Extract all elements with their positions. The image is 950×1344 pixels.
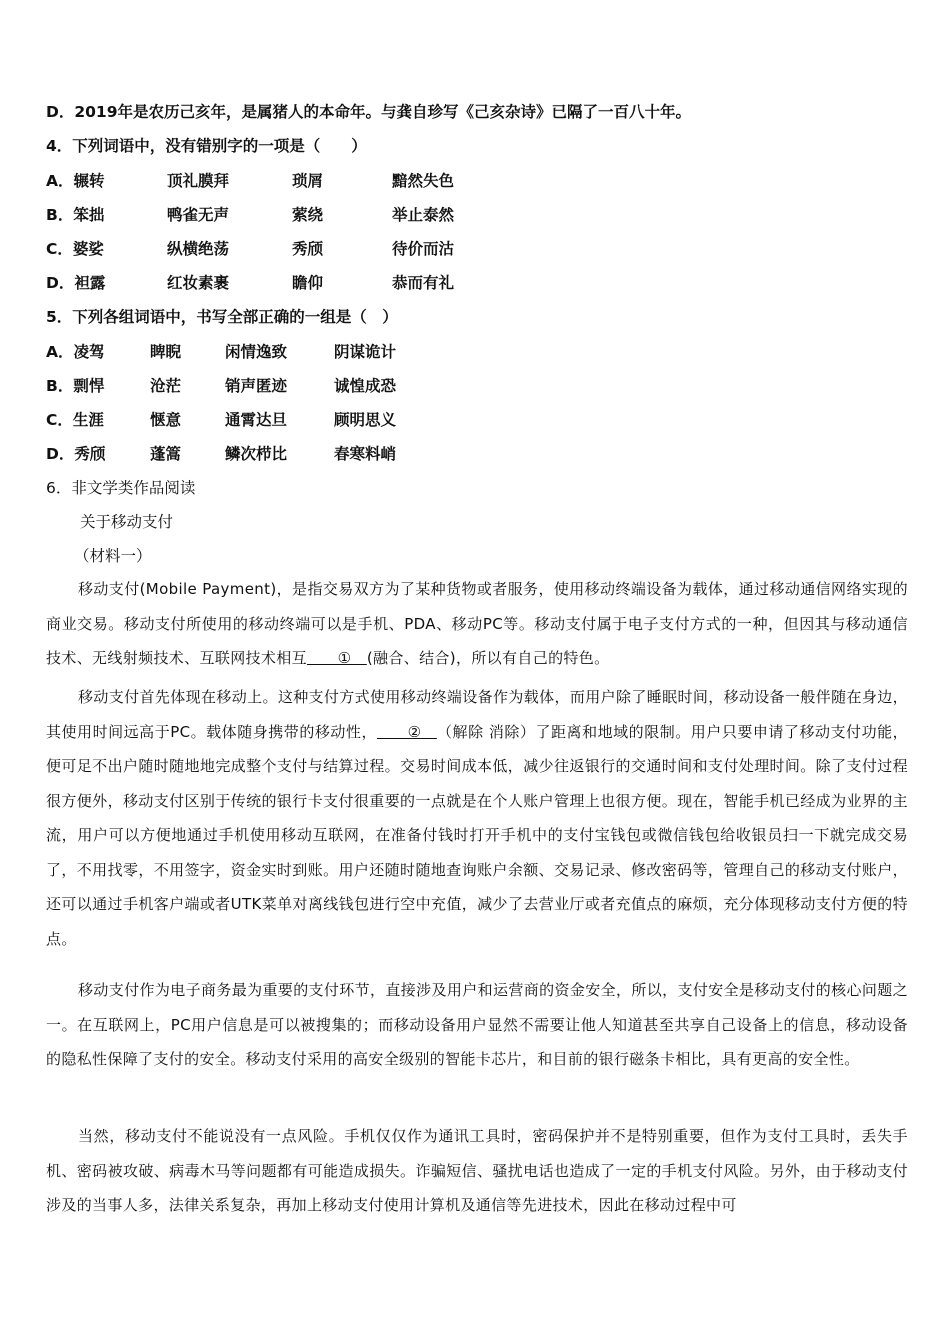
q4-option-b-word2: 鸭雀无声 — [167, 206, 230, 224]
blank-1: ① — [306, 649, 367, 667]
paragraph-1 — [46, 572, 908, 676]
q5-option-c-label: C．生涯 — [46, 411, 104, 429]
q5-option-d-word3: 鳞次栉比 — [225, 445, 288, 463]
paragraph-2-text-a: 移动支付首先体现在移动上。这种支付方式使用移动终端设备作为载体，而用户除了睡眠时间，移动设备一般伴随在身边，其使用时间远高于PC。载体随身携带的移动性， — [46, 688, 908, 741]
q3-option-d: D．2019年是农历己亥年，是属猪人的本命年。与龚自珍写《己亥杂诗》已隔了一百八十年。 — [46, 103, 692, 121]
q4-option-d-word3: 瞻仰 — [292, 274, 324, 292]
article-title: 关于移动支付 — [80, 513, 174, 531]
paragraph-2-text-b: （解除 消除）了距离和地域的限制。用户只要申请了移动支付功能，便可足不出户随时随地地完成整个支付与结算过程。交易时间成本低，减少往返银行的交通时间和支付处理时间。除了支付过程很方便外，移动支付区别于传统的银行卡支付很重要的一点就是在个人账户管理上也很方便。现在，智能手机已经成为业界的主流，用户可以方便地通过手机使用移动互联网，在准备付钱时打开手机中的支付宝钱包或微信钱包给收银员扫一下就完成交易了，不用找零，不用签字，资金实时到账。用户还随时随地查询账户余额、交易记录、修改密码等，管理自己的移动支付账户，还可以通过手机客户端或者UTK菜单对离线钱包进行空中充值，减少了去营业厅或者充值点的麻烦，充分体现移动支付方便的特点。 — [46, 722, 908, 948]
q5-option-d-label: D．秀颀 — [46, 445, 106, 463]
q4-option-c-word2: 纵横绝荡 — [167, 240, 230, 258]
q4-option-b-word4: 举止泰然 — [392, 206, 455, 224]
material-label: （材料一） — [74, 547, 152, 565]
paragraph-1-text-b: (融合、结合)，所以有自己的特色。 — [366, 649, 610, 667]
q5-option-c-word2: 惬意 — [150, 411, 182, 429]
q5-option-b-word3: 销声匿迹 — [225, 377, 288, 395]
q6-stem: 6．非文学类作品阅读 — [46, 479, 196, 497]
q4-option-d-word4: 恭而有礼 — [392, 274, 455, 292]
paragraph-2 — [46, 680, 908, 956]
q4-option-a-word4: 黯然失色 — [392, 172, 455, 190]
q5-option-c-word4: 顾明思义 — [334, 411, 397, 429]
q4-option-b-word3: 萦绕 — [292, 206, 324, 224]
q4-option-d-label: D．袒露 — [46, 274, 106, 292]
q5-option-a-word2: 睥睨 — [150, 343, 182, 361]
q5-option-b-label: B．剽悍 — [46, 377, 105, 395]
q5-option-d-word4: 春寒料峭 — [334, 445, 397, 463]
q5-option-a-word4: 阴谋诡计 — [334, 343, 397, 361]
blank-2: ② — [376, 722, 437, 741]
q4-option-a-label: A．辗转 — [46, 172, 105, 190]
q5-option-a-label: A．凌驾 — [46, 343, 105, 361]
q4-stem: 4．下列词语中，没有错别字的一项是（ ） — [46, 137, 367, 155]
paragraph-3: 移动支付作为电子商务最为重要的支付环节，直接涉及用户和运营商的资金安全，所以，支付安全是移动支付的核心问题之一。在互联网上，PC用户信息是可以被搜集的；而移动设备用户显然不需要让他人知道甚至共享自己设备上的信息，移动设备的隐私性保障了支付的安全。移动支付采用的高安全级别的智能卡芯片，和目前的银行磁条卡相比，具有更高的安全性。 — [46, 981, 908, 1068]
q4-option-c-word4: 待价而沽 — [392, 240, 455, 258]
q4-option-c-label: C．婆娑 — [46, 240, 104, 258]
q5-stem: 5．下列各组词语中，书写全部正确的一组是（ ） — [46, 308, 398, 326]
paragraph-1-text-a: 移动支付(Mobile Payment)，是指交易双方为了某种货物或者服务，使用移动终端设备为载体，通过移动通信网络实现的商业交易。移动支付所使用的移动终端可以是手机、PDA、移动PC等。移动支付属于电子支付方式的一种，但因其与移动通信技术、无线射频技术、互联网技术相互 — [46, 580, 908, 667]
paragraph-4: 当然，移动支付不能说没有一点风险。手机仅仅作为通讯工具时，密码保护并不是特别重要，但作为支付工具时，丢失手机、密码被攻破、病毒木马等问题都有可能造成损失。诈骗短信、骚扰电话也造成了一定的手机支付风险。另外，由于移动支付涉及的当事人多，法律关系复杂，再加上移动支付使用计算机及通信等先进技术，因此在移动过程中可 — [46, 1127, 908, 1214]
q4-option-a-word2: 顶礼膜拜 — [167, 172, 230, 190]
q5-option-a-word3: 闲情逸致 — [225, 343, 288, 361]
q4-option-d-word2: 红妆素裹 — [167, 274, 230, 292]
q4-option-c-word3: 秀颀 — [292, 240, 324, 258]
q4-option-b-label: B．笨拙 — [46, 206, 105, 224]
q5-option-c-word3: 通霄达旦 — [225, 411, 288, 429]
q4-option-a-word3: 琐屑 — [292, 172, 324, 190]
q5-option-d-word2: 蓬篙 — [150, 445, 182, 463]
q5-option-b-word2: 沧茫 — [150, 377, 182, 395]
q5-option-b-word4: 诚惶成恐 — [334, 377, 397, 395]
